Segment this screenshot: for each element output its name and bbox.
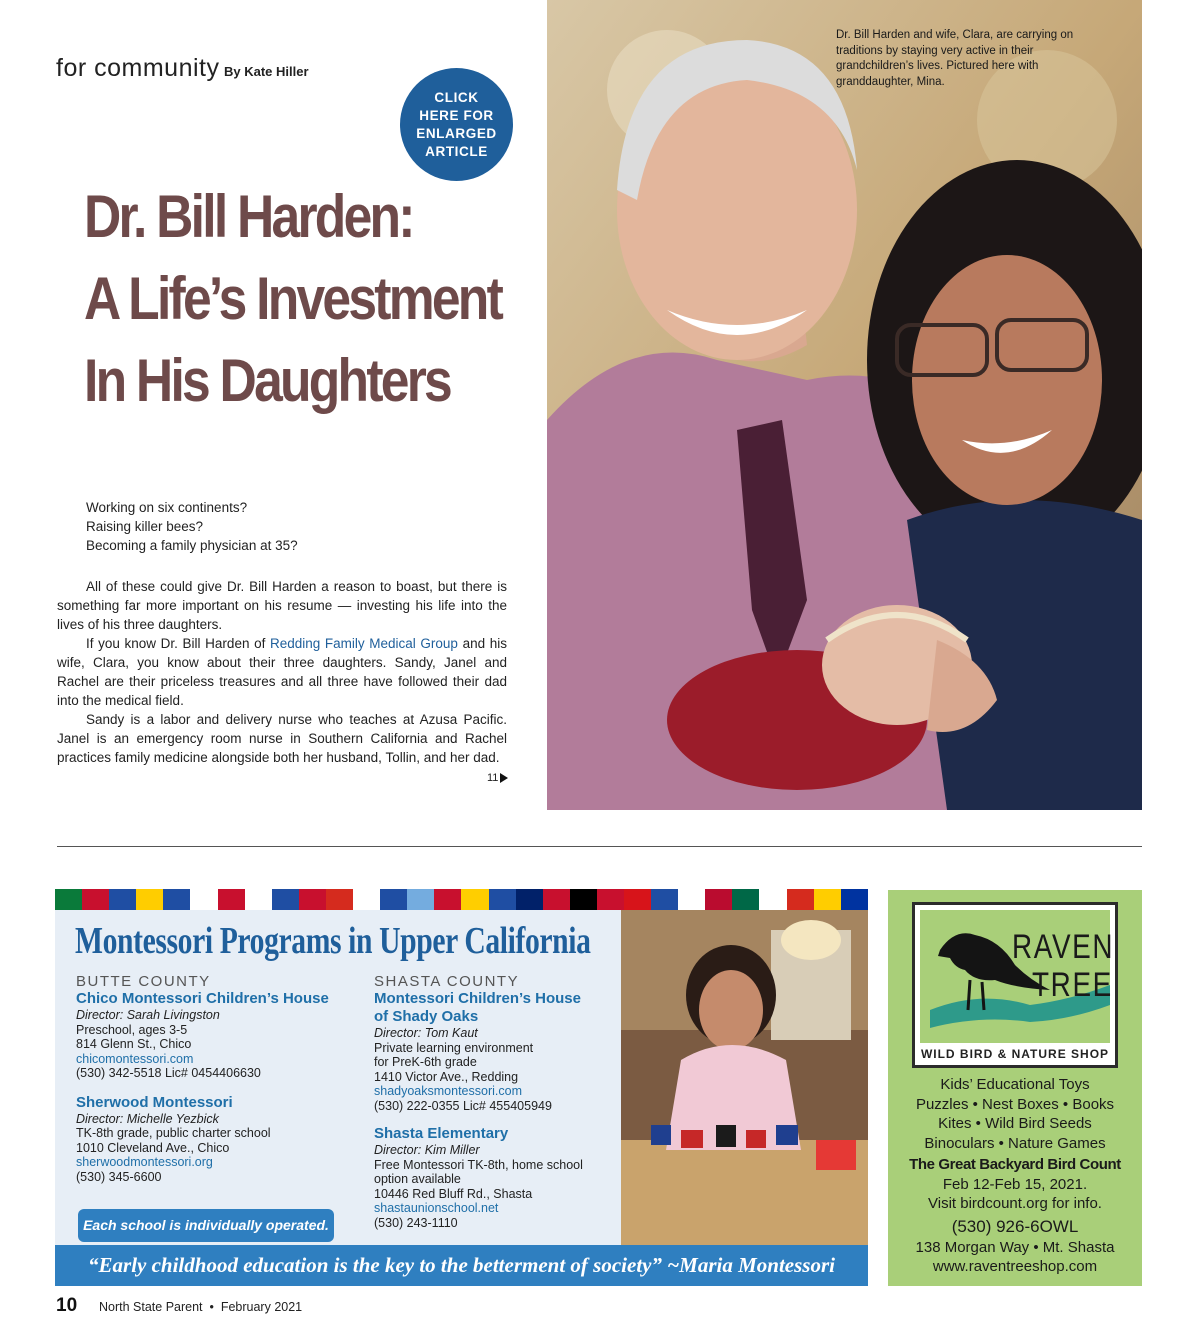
publication-name: North State Parent [99, 1300, 203, 1314]
enlarge-line-2: HERE FOR [419, 107, 494, 123]
school-director: Director: Kim Miller [374, 1143, 480, 1157]
flag-swatch [407, 889, 434, 910]
continued-on-page[interactable] [487, 772, 508, 784]
intro-line-3: Becoming a family physician at 35? [86, 538, 298, 553]
raven-logo-word-1: RAVEN [1012, 928, 1115, 966]
headline-line-2: A Life’s Investment [84, 265, 502, 332]
flag-swatch [597, 889, 624, 910]
school-name-shady-oaks-2: of Shady Oaks [374, 1008, 479, 1025]
flag-swatch [299, 889, 326, 910]
flag-swatch [787, 889, 814, 910]
article-body [57, 577, 507, 767]
page-number: 10 [56, 1295, 78, 1316]
body-paragraph-2 [57, 634, 507, 710]
school-name-chico: Chico Montessori Children’s House [76, 990, 329, 1007]
bird-count-dates: Feb 12-Feb 15, 2021. [942, 1175, 1088, 1193]
body-paragraph-3: Sandy is a labor and delivery nurse who teaches at Azusa Pacific. Janel is an emergency room nurse in Southern California and Rachel practices family medicine alongside both her husband, Tollin, and her dad. [57, 712, 507, 765]
redding-family-medical-link[interactable]: Redding Family Medical Group [269, 636, 458, 651]
section-divider [57, 846, 1142, 847]
school-website-link[interactable]: shadyoaksmontessori.com [374, 1084, 522, 1098]
headline-line-1: Dr. Bill Harden: [84, 183, 413, 250]
flag-swatch [245, 889, 272, 910]
school-director: Director: Sarah Livingston [76, 1008, 220, 1022]
child-photo [621, 910, 868, 1245]
flag-swatch [814, 889, 841, 910]
flag-swatch [136, 889, 163, 910]
continued-page-number: 11 [487, 772, 499, 784]
raven-logo-word-2: TREE [1032, 966, 1113, 1004]
school-address: 1410 Victor Ave., Redding [374, 1069, 519, 1084]
flag-swatch [705, 889, 732, 910]
school-phone: (530) 345-6600 [76, 1169, 162, 1184]
school-director: Director: Michelle Yezbick [76, 1111, 219, 1126]
montessori-quote-bar [55, 1245, 868, 1286]
flag-swatch [272, 889, 299, 910]
school-phone: (530) 342-5518 Lic# 0454406630 [76, 1066, 261, 1080]
raven-tree-ad[interactable] [888, 890, 1142, 1286]
shasta-county-column [374, 973, 614, 1230]
school-name-sherwood: Sherwood Montessori [76, 1093, 233, 1111]
school-director: Director: Tom Kaut [374, 1026, 478, 1040]
family-photo [547, 0, 1142, 810]
raven-address: 138 Morgan Way • Mt. Shasta [915, 1238, 1115, 1256]
flag-swatch [434, 889, 461, 910]
flag-swatch [326, 889, 353, 910]
continue-arrow-icon [500, 773, 508, 783]
flag-swatch [516, 889, 543, 910]
school-name-shasta-elementary: Shasta Elementary [374, 1125, 509, 1142]
school-detail: Free Montessori TK-8th, home school [374, 1157, 583, 1172]
raven-tree-logo [912, 902, 1118, 1068]
p2-before: If you know Dr. Bill Harden of [86, 636, 270, 651]
flag-swatch [543, 889, 570, 910]
shasta-county-heading: SHASTA COUNTY [374, 973, 520, 990]
flag-swatch [759, 889, 786, 910]
headline-line-3: In His Daughters [84, 347, 450, 414]
flag-strip [55, 889, 868, 910]
enlarge-line-3: ENLARGED [416, 125, 497, 141]
flag-swatch [461, 889, 488, 910]
body-paragraph-1: All of these could give Dr. Bill Harden a reason to boast, but there is something far more important on his resume — investing his life into the lives of his three daughters. [57, 579, 507, 632]
child-photo-illustration [621, 910, 868, 1245]
flag-swatch [218, 889, 245, 910]
raven-tagline: WILD BIRD & NATURE SHOP [920, 1047, 1110, 1061]
footer-publication [99, 1300, 302, 1314]
flag-swatch [570, 889, 597, 910]
butte-county-column [76, 973, 346, 1184]
montessori-quote: “Early childhood education is the key to the betterment of society” ~Maria Montessori [88, 1253, 835, 1277]
flag-swatch [624, 889, 651, 910]
raven-line: Binoculars • Nature Games [924, 1134, 1106, 1152]
flag-swatch [82, 889, 109, 910]
flag-swatch [109, 889, 136, 910]
flag-swatch [163, 889, 190, 910]
school-phone: (530) 243-1110 [374, 1215, 458, 1230]
raven-line: Kids’ Educational Toys [940, 1076, 1090, 1093]
byline: By Kate Hiller [224, 64, 309, 79]
article-headline [84, 176, 502, 422]
flag-swatch [841, 889, 868, 910]
raven-website-link[interactable]: www.raventreeshop.com [932, 1258, 1098, 1275]
school-website-link[interactable]: sherwoodmontessori.org [76, 1155, 213, 1169]
p2-after: and his wife, Clara, you know about their three daughters. Sandy, Janel and Rachel are their priceless treasures and all three have followed their dad into the medical field. [57, 636, 507, 708]
photo-caption: Dr. Bill Harden and wife, Clara, are carrying on traditions by staying very active in their grandchildren’s lives. Pictured here with granddaughter, Mina. [836, 29, 1074, 88]
montessori-note-badge: Each school is individually operated. [78, 1209, 334, 1242]
bird-count-info: Visit birdcount.org for info. [928, 1195, 1102, 1212]
bird-count-title: The Great Backyard Bird Count [909, 1156, 1121, 1173]
raven-phone[interactable]: (530) 926-6OWL [951, 1216, 1079, 1236]
raven-line: Puzzles • Nest Boxes • Books [915, 1095, 1115, 1113]
enlarge-line-4: ARTICLE [425, 143, 488, 159]
flag-swatch [55, 889, 82, 910]
school-address: 10446 Red Bluff Rd., Shasta [374, 1186, 533, 1201]
flag-swatch [190, 889, 217, 910]
school-name-shady-oaks: Montessori Children’s House [374, 990, 581, 1007]
school-detail: option available [374, 1172, 461, 1186]
school-website-link[interactable]: shastaunionschool.net [374, 1201, 499, 1215]
enlarge-article-button[interactable] [400, 68, 513, 181]
section-label: for community [56, 54, 220, 82]
intro-line-1: Working on six continents? [86, 500, 248, 515]
montessori-ad-title: Montessori Programs in Upper California [75, 920, 591, 962]
montessori-ad[interactable] [55, 889, 868, 1286]
raven-logo-panel [920, 910, 1115, 1043]
school-detail: TK-8th grade, public charter school [76, 1126, 271, 1140]
family-photo-illustration [547, 0, 1142, 810]
flag-swatch [489, 889, 516, 910]
school-detail: Private learning environment [374, 1040, 534, 1055]
school-phone: (530) 222-0355 Lic# 455405949 [374, 1098, 552, 1113]
school-detail: for PreK-6th grade [374, 1055, 477, 1069]
school-address: 814 Glenn St., Chico [76, 1037, 192, 1051]
flag-swatch [380, 889, 407, 910]
flag-swatch [353, 889, 380, 910]
raven-line: Kites • Wild Bird Seeds [938, 1115, 1092, 1132]
enlarge-line-1: CLICK [434, 89, 479, 105]
flag-swatch [732, 889, 759, 910]
intro-line-2: Raising killer bees? [86, 519, 204, 534]
footer-separator: • [209, 1300, 214, 1314]
butte-county-heading: BUTTE COUNTY [76, 973, 211, 990]
issue-date: February 2021 [220, 1300, 303, 1314]
flag-swatch [651, 889, 678, 910]
school-address: 1010 Cleveland Ave., Chico [76, 1140, 230, 1155]
school-detail: Preschool, ages 3-5 [76, 1022, 188, 1037]
flag-swatch [678, 889, 705, 910]
school-website-link[interactable]: chicomontessori.com [76, 1051, 194, 1066]
raven-product-list [888, 1075, 1142, 1277]
